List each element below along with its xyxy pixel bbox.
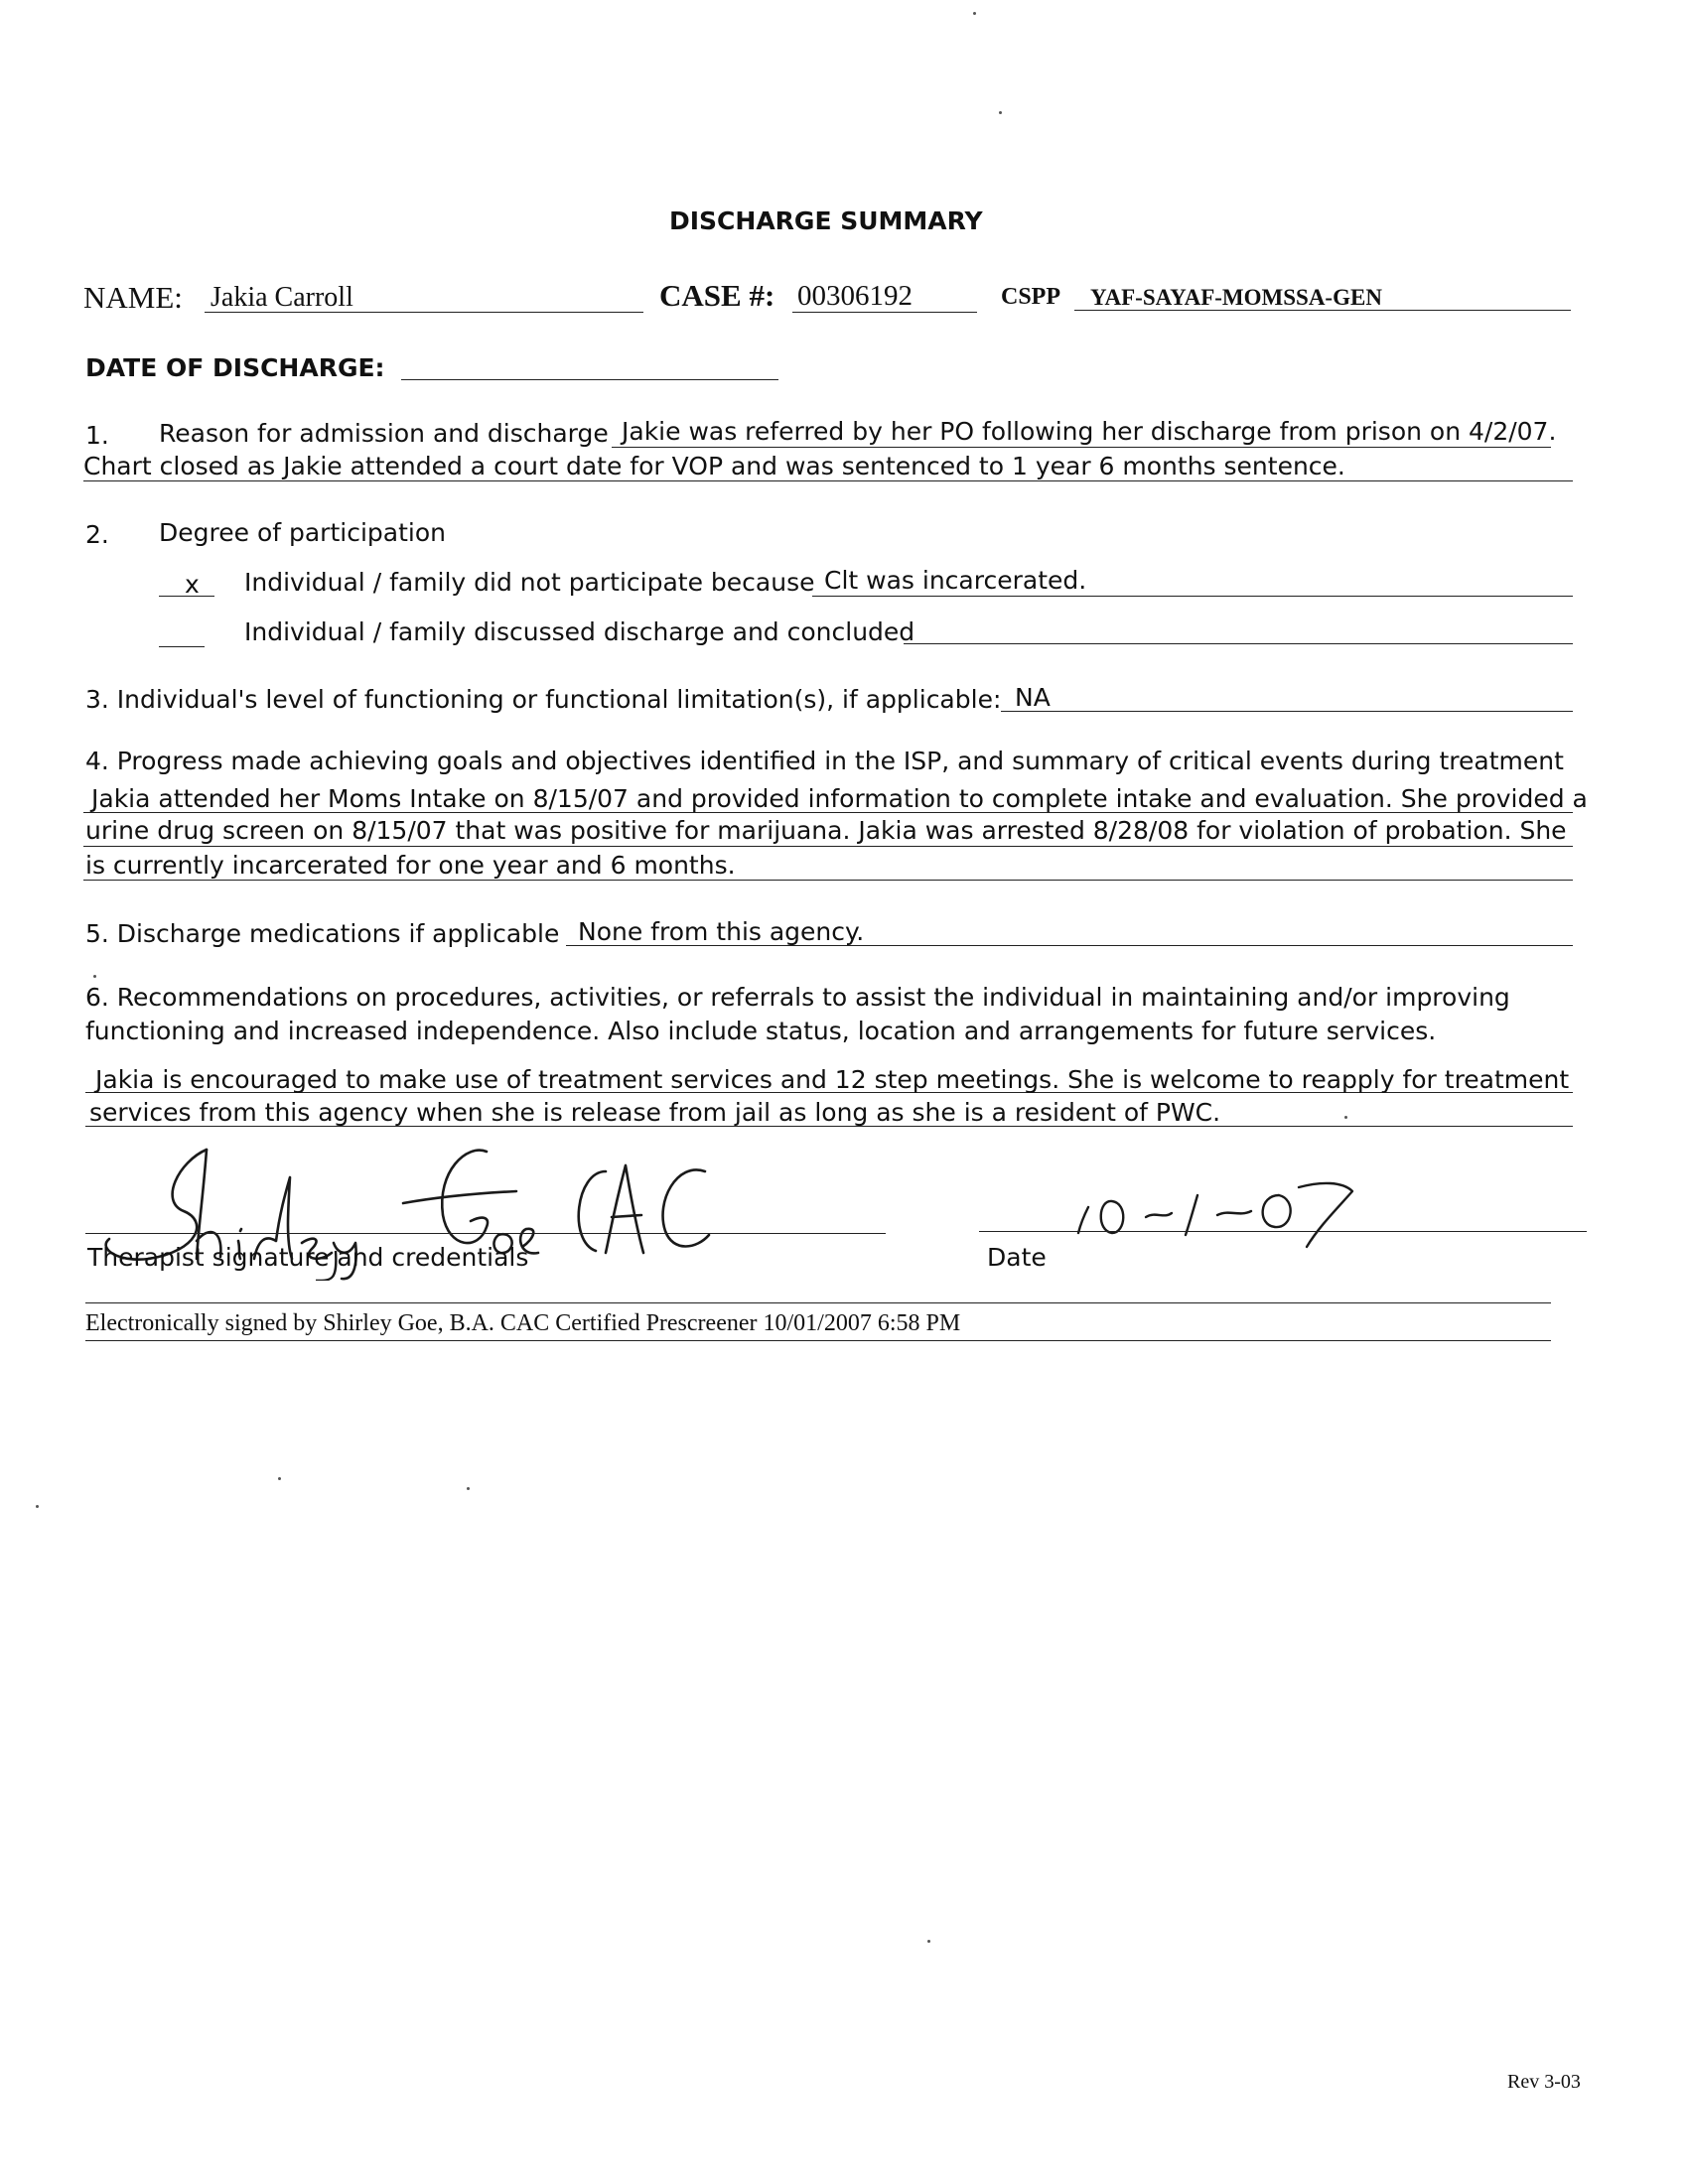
item5-label: 5. Discharge medications if applicable	[85, 919, 560, 948]
item6-label-line2: functioning and increased independence. Also include status, location and arrangements for future services.	[85, 1017, 1437, 1045]
item1-value-line1: Jakie was referred by her PO following her discharge from prison on 4/2/07.	[622, 417, 1557, 446]
item3-label: 3. Individual's level of functioning or functional limitation(s), if applicable:	[85, 685, 1002, 714]
item2-number: 2.	[85, 520, 109, 549]
item3-line	[1001, 711, 1573, 712]
item6-value-line1: Jakia is encouraged to make use of treatment services and 12 step meetings. She is welcome to reapply for treatment	[95, 1065, 1570, 1094]
item2-opt2-checkbox-line	[159, 646, 205, 647]
item4-line2	[83, 846, 1573, 847]
page-title: DISCHARGE SUMMARY	[669, 206, 983, 235]
item2-opt2-line	[904, 643, 1573, 644]
item1-number: 1.	[85, 421, 109, 450]
scan-speck	[93, 975, 96, 978]
item3-value: NA	[1015, 683, 1051, 712]
item1-line1	[612, 447, 1551, 448]
electronic-top-rule	[85, 1302, 1551, 1303]
item1-label: Reason for admission and discharge	[159, 419, 609, 448]
therapist-signature-label: Therapist signature and credentials	[87, 1243, 529, 1272]
scan-speck	[999, 111, 1002, 114]
case-value: 00306192	[797, 280, 913, 312]
date-line	[979, 1231, 1587, 1232]
item4-value-line1: Jakia attended her Moms Intake on 8/15/07 and provided information to complete intake and evaluation. She provided a	[91, 784, 1588, 813]
item1-line2	[83, 480, 1573, 481]
item4-value-line2: urine drug screen on 8/15/07 that was positive for marijuana. Jakia was arrested 8/28/08 for violation of probation. She	[85, 816, 1567, 845]
scan-speck	[927, 1940, 930, 1943]
cspp-value: YAF-SAYAF-MOMSSA-GEN	[1090, 285, 1382, 310]
item4-value-line3: is currently incarcerated for one year and 6 months.	[85, 851, 736, 880]
electronic-signature: Electronically signed by Shirley Goe, B.A. CAC Certified Prescreener 10/01/2007 6:58 PM	[85, 1310, 961, 1336]
scan-speck	[278, 1477, 281, 1480]
cspp-label: CSPP	[1001, 284, 1060, 310]
name-value: Jakia Carroll	[211, 282, 353, 313]
therapist-signature-line	[85, 1233, 886, 1234]
scan-speck	[36, 1505, 39, 1508]
date-of-discharge-label: DATE OF DISCHARGE:	[85, 353, 385, 382]
scan-speck	[1344, 1116, 1347, 1119]
item6-value-line2: services from this agency when she is release from jail as long as she is a resident of PWC.	[89, 1098, 1221, 1127]
handwritten-date	[1072, 1152, 1390, 1261]
item4-label: 4. Progress made achieving goals and objectives identified in the ISP, and summary of critical events during treatment	[85, 747, 1564, 775]
item2-opt1-value: Clt was incarcerated.	[824, 566, 1087, 595]
scan-speck	[973, 12, 976, 15]
electronic-bottom-rule	[85, 1340, 1551, 1341]
scan-speck	[467, 1487, 470, 1490]
item1-value-line2: Chart closed as Jakie attended a court date for VOP and was sentenced to 1 year 6 months sentence.	[83, 452, 1345, 480]
item2-label: Degree of participation	[159, 518, 446, 547]
date-of-discharge-line	[401, 379, 778, 380]
item6-label-line1: 6. Recommendations on procedures, activities, or referrals to assist the individual in maintaining and/or improving	[85, 983, 1510, 1012]
item4-line3	[83, 880, 1573, 881]
item2-opt2-label: Individual / family discussed discharge and concluded	[244, 617, 915, 646]
item2-opt1-label: Individual / family did not participate because	[244, 568, 815, 597]
case-label: CASE #:	[659, 278, 775, 313]
item5-value: None from this agency.	[578, 917, 865, 946]
name-label: NAME:	[83, 280, 183, 315]
item2-opt1-mark: x	[185, 570, 200, 599]
revision-label: Rev 3-03	[1507, 2071, 1581, 2093]
item2-opt1-line	[812, 596, 1573, 597]
date-label: Date	[987, 1243, 1047, 1272]
